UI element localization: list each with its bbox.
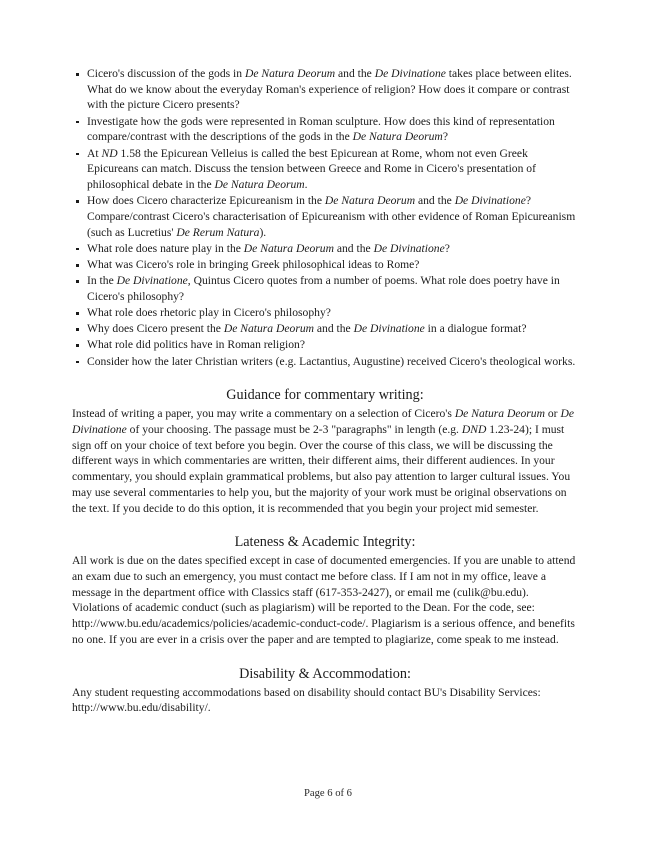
question-text: What role does nature play in the De Natura Deorum and the De Divinatione? — [87, 241, 450, 255]
list-item — [72, 257, 578, 273]
section-heading: Lateness & Academic Integrity: — [234, 534, 416, 551]
page-footer: Page 6 of 6 — [304, 788, 352, 799]
section-body: Instead of writing a paper, you may write a commentary on a selection of Cicero's De Natura Deorum or De Divinatione of your choosing. The passage must be 2-3 "paragraphs" in length (e.g. DND 1.23-24); I must sign off on your choice of text before you begin. Over the course of this class, we will be discussing the different ways in which commentaries are written, their different aims, their different audiences. In your commentary, you should explain grammatical problems, but also pay attention to larger cultural issues. You may use several commentaries to help you, but the majority of your work must be original observations on the text. If you decide to do this option, it is recommended that you begin your project mid semester. — [72, 407, 574, 515]
question-text: Investigate how the gods were represented in Roman sculpture. How does this kind of representation compare/contrast with the descriptions of the gods in the De Natura Deorum? — [87, 114, 555, 144]
list-item — [72, 146, 578, 193]
list-item — [72, 354, 578, 370]
page-content — [72, 66, 578, 716]
list-item — [72, 241, 578, 257]
question-text: Cicero's discussion of the gods in De Natura Deorum and the De Divinatione takes place between elites. What do we know about the everyday Roman's experience of religion? How does it compare or contrast with the picture Cicero presents? — [87, 67, 572, 112]
section-body: All work is due on the dates specified except in case of documented emergencies. If you are unable to attend an exam due to such an emergency, you must contact me before class. If I am not in my office, leave a message in the department office with Classics staff (617-353-2427), or email me (culik@bu.edu). Violations of academic conduct (such as plagiarism) will be reported to the Dean. For the code, see: http://www.bu.edu/academics/policies/academic-conduct-code/. Plagiarism is a serious offence, and benefits no one. If you are ever in a crisis over the paper and are tempted to plagiarize, come speak to me instead. — [72, 554, 576, 646]
section-guidance-for-commentary-writing — [72, 386, 578, 516]
question-text: Why does Cicero present the De Natura Deorum and the De Divinatione in a dialogue format? — [87, 322, 527, 336]
question-text: What role does rhetoric play in Cicero's philosophy? — [87, 306, 331, 320]
section-lateness-and-academic-integrity — [72, 533, 578, 647]
question-text: In the De Divinatione, Quintus Cicero quotes from a number of poems. What role does poetry have in Cicero's philosophy? — [87, 274, 560, 303]
list-item — [72, 321, 578, 337]
list-item — [72, 305, 578, 321]
section-heading: Guidance for commentary writing: — [226, 387, 424, 404]
section-heading: Disability & Accommodation: — [239, 665, 411, 682]
essay-question-list — [72, 66, 578, 369]
list-item — [72, 193, 578, 240]
question-text: Consider how the later Christian writers (e.g. Lactantius, Augustine) received Cicero's theological works. — [87, 354, 576, 368]
list-item — [72, 114, 578, 145]
question-text: At ND 1.58 the Epicurean Velleius is called the best Epicurean at Rome, whom not even Greek Epicureans can match. Discuss the tension between Greece and Rome in Cicero's presentation of philosophical debate in the De Natura Deorum. — [87, 146, 536, 191]
list-item — [72, 273, 578, 304]
section-body: Any student requesting accommodations based on disability should contact BU's Disability Services: http://www.bu.edu/disability/. — [72, 685, 541, 715]
list-item — [72, 66, 578, 113]
question-text: What was Cicero's role in bringing Greek philosophical ideas to Rome? — [87, 257, 420, 271]
question-text: What role did politics have in Roman religion? — [87, 338, 305, 352]
list-item — [72, 337, 578, 353]
question-text: How does Cicero characterize Epicureanism in the De Natura Deorum and the De Divinatione? Compare/contrast Cicero's characterisation of Epicureanism with other evidence of Roman Epicureanism (such as Lucretius' De Rerum Natura). — [87, 194, 576, 239]
section-disability-and-accommodation — [72, 665, 578, 716]
